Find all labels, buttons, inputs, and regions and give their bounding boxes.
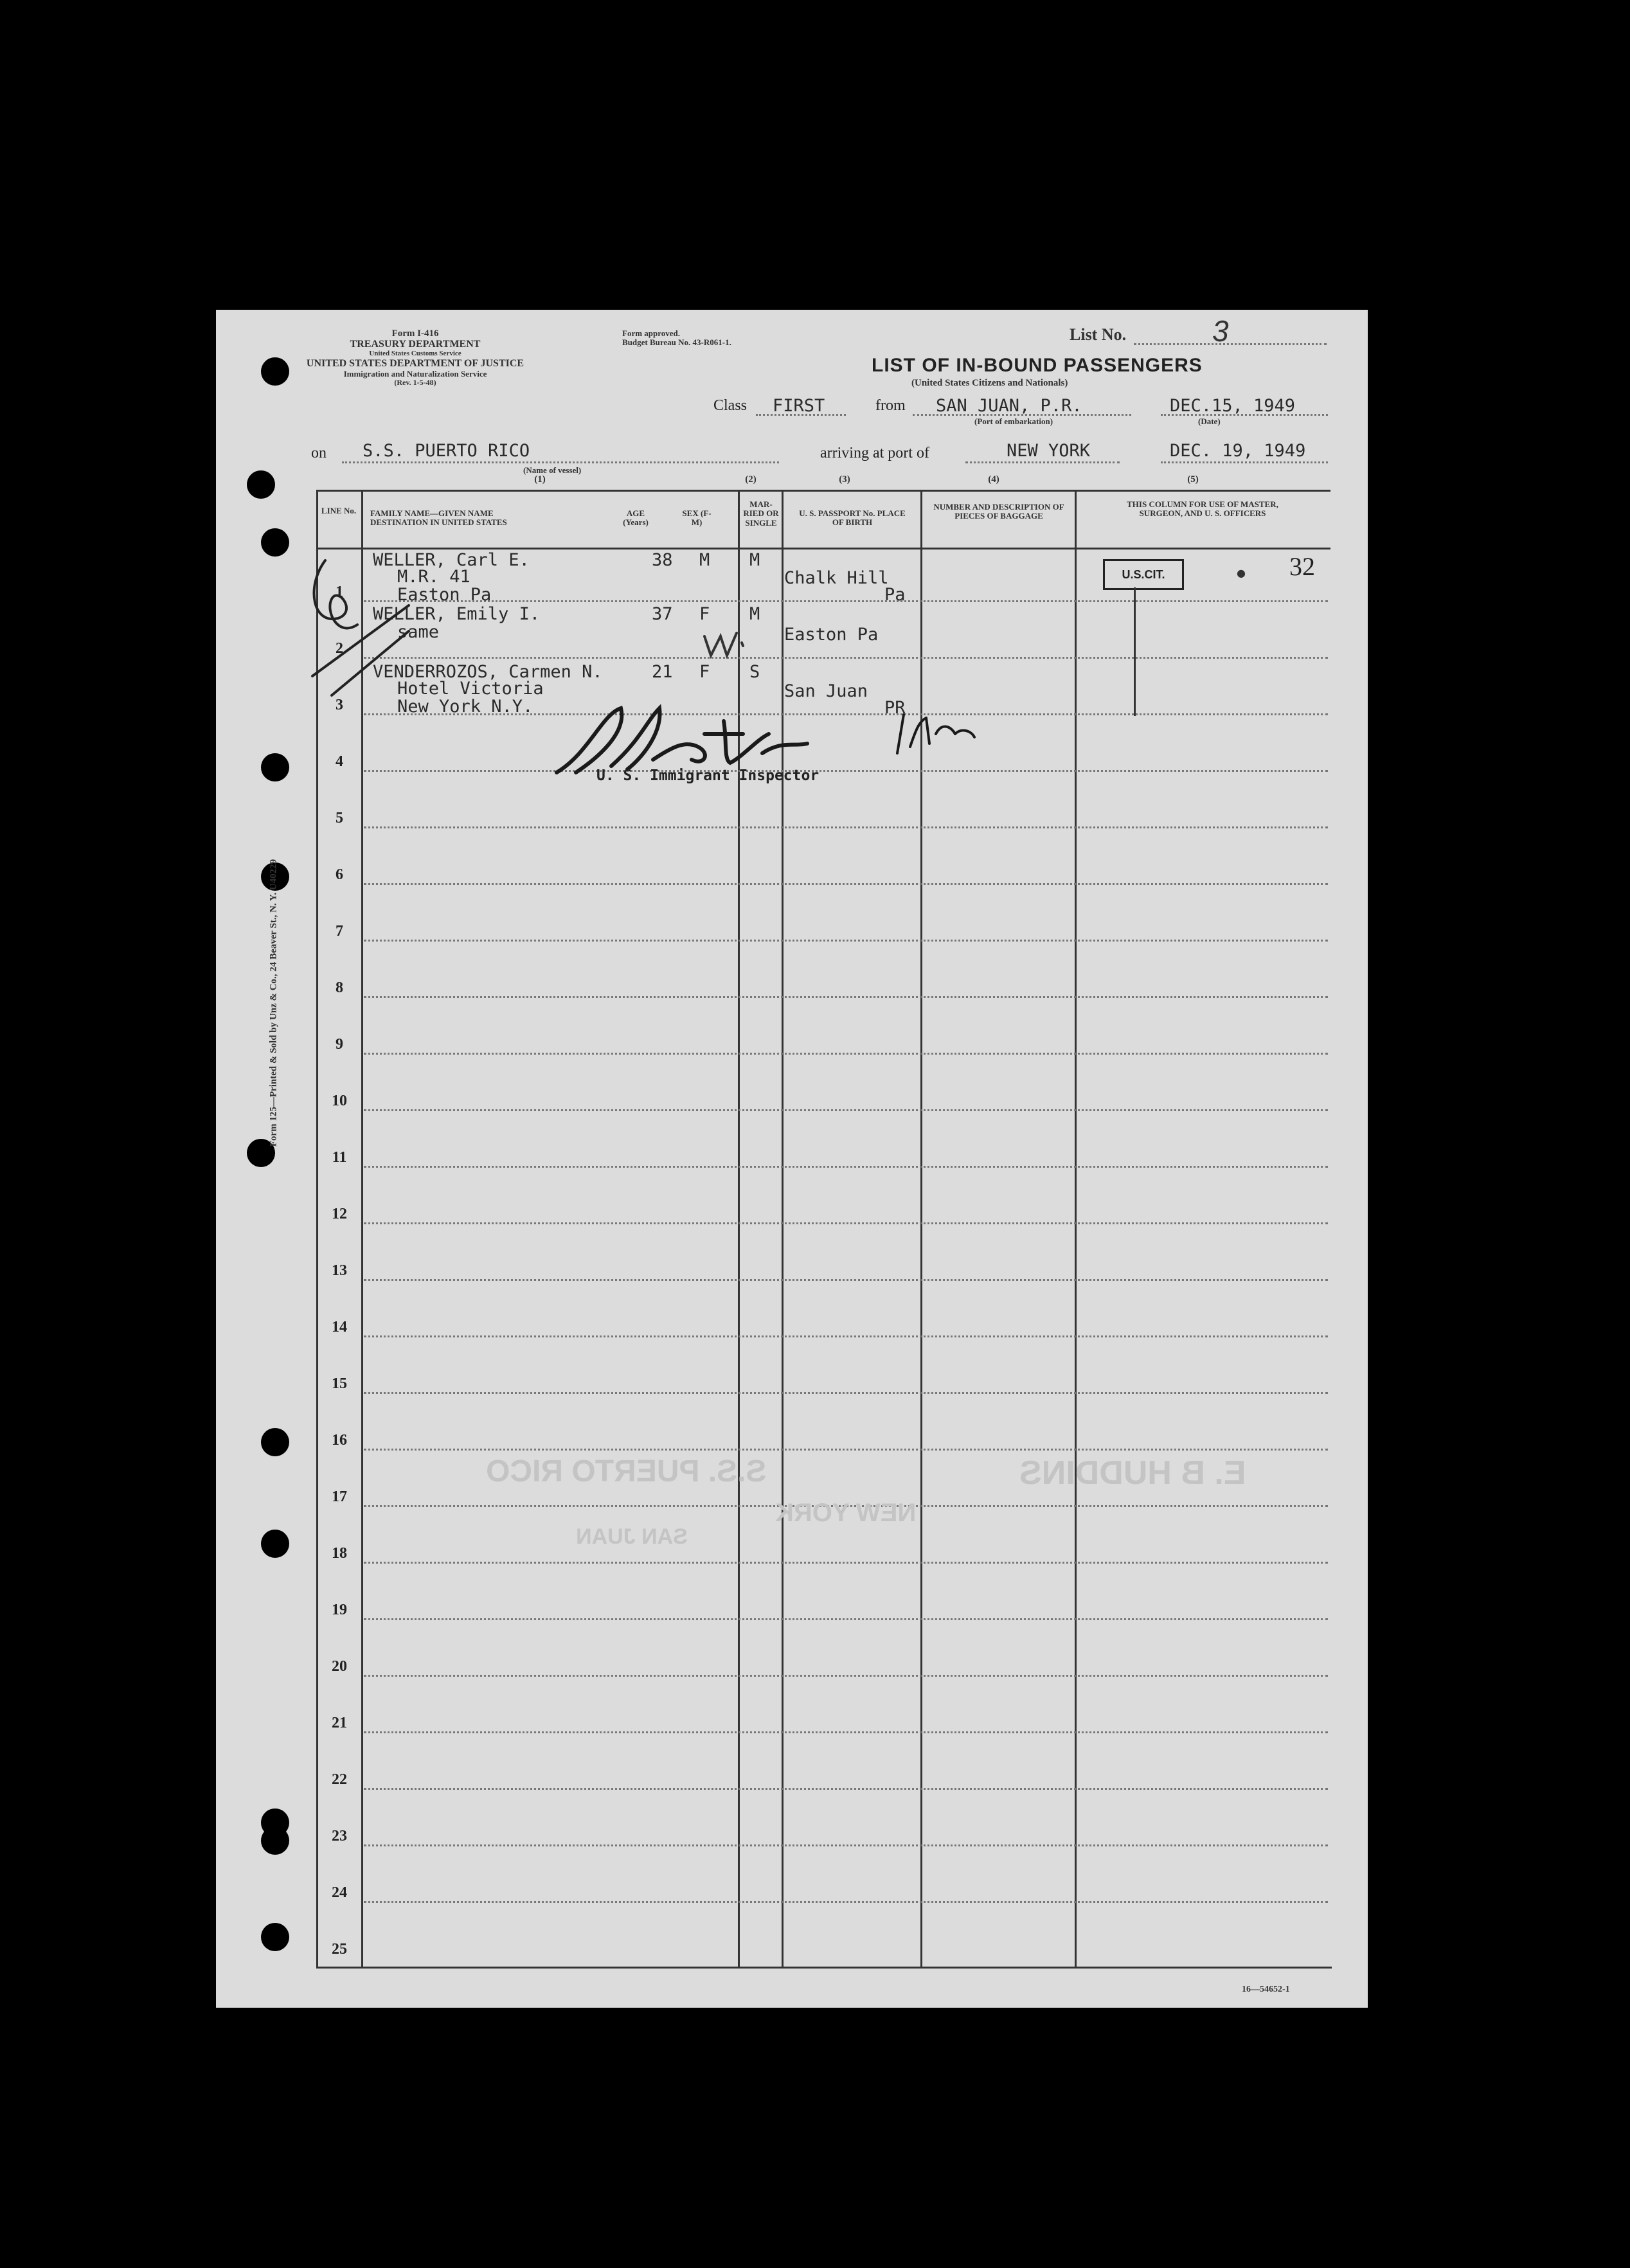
row-number: 8 bbox=[336, 979, 343, 996]
table-bottom-border bbox=[316, 1967, 1332, 1969]
passenger-2-age: 37 bbox=[652, 604, 673, 624]
row-line bbox=[364, 1844, 1328, 1846]
passenger-2-name: WELLER, Emily I. bbox=[373, 604, 541, 624]
row-number: 20 bbox=[332, 1658, 347, 1675]
justice-dept: UNITED STATES DEPARTMENT OF JUSTICE bbox=[306, 358, 524, 370]
customs-service: United States Customs Service bbox=[369, 349, 461, 357]
passenger-3-sex: F bbox=[699, 662, 710, 682]
row-number: 11 bbox=[332, 1149, 347, 1166]
passenger-1-marital: M bbox=[749, 550, 760, 570]
manifest-page bbox=[216, 310, 1368, 2008]
col-number-5: (5) bbox=[1187, 474, 1199, 485]
punch-hole bbox=[261, 357, 289, 386]
row-line bbox=[364, 1392, 1328, 1394]
row-line bbox=[364, 657, 1328, 659]
row-number: 23 bbox=[332, 1828, 347, 1844]
row-line bbox=[364, 996, 1328, 998]
passenger-2-address-1: same bbox=[397, 622, 440, 642]
bleed-stamp-port: NEW YORK bbox=[775, 1499, 917, 1527]
form-approved: Form approved. bbox=[622, 328, 681, 338]
revision: (Rev. 1-5-48) bbox=[394, 377, 436, 387]
passenger-1-age: 38 bbox=[652, 550, 673, 570]
header-bottom-border bbox=[316, 548, 1330, 549]
passenger-3-name: VENDERROZOS, Carmen N. bbox=[373, 662, 603, 682]
row-line bbox=[364, 826, 1328, 828]
row-number: 17 bbox=[332, 1488, 347, 1505]
row-line bbox=[364, 1335, 1328, 1337]
row-line bbox=[364, 1731, 1328, 1733]
row-number: 19 bbox=[332, 1602, 347, 1618]
passenger-1-address-1: M.R. 41 bbox=[397, 567, 470, 587]
row-line bbox=[364, 600, 1328, 602]
row-line bbox=[364, 1562, 1328, 1564]
arriving-value: NEW YORK bbox=[1007, 441, 1091, 461]
passenger-3-birthplace-1: San Juan bbox=[784, 681, 868, 701]
arriving-line bbox=[965, 461, 1120, 463]
from-label: from bbox=[875, 397, 906, 414]
passenger-1-birthplace-2: Pa bbox=[884, 585, 906, 605]
list-no-line bbox=[1134, 343, 1327, 345]
passenger-1-address-2: Easton Pa bbox=[397, 585, 492, 605]
punch-hole bbox=[261, 1530, 289, 1558]
col-number-3: (3) bbox=[839, 474, 850, 485]
table-top-border bbox=[316, 490, 1330, 492]
form-code: 16—54652-1 bbox=[1242, 1985, 1290, 1994]
row-number: 5 bbox=[336, 810, 343, 826]
row-line bbox=[364, 1788, 1328, 1790]
list-no-label: List No. bbox=[1070, 325, 1127, 344]
row-line bbox=[364, 883, 1328, 885]
col-number-2: (2) bbox=[745, 474, 757, 485]
col-header-line: LINE No. bbox=[321, 506, 357, 515]
vessel-line bbox=[342, 461, 779, 463]
col-header-married: MAR-RIED OR SINGLE bbox=[743, 499, 779, 528]
passenger-2-birthplace: Easton Pa bbox=[784, 625, 879, 645]
passenger-3-birthplace-2: PR bbox=[884, 698, 906, 718]
header-agency-block bbox=[300, 329, 531, 386]
row-line bbox=[364, 1675, 1328, 1677]
form-title: LIST OF IN-BOUND PASSENGERS bbox=[872, 355, 1203, 376]
row-line bbox=[364, 1901, 1328, 1903]
class-label: Class bbox=[713, 397, 748, 414]
margin-check-marks bbox=[300, 548, 415, 715]
row-number: 16 bbox=[332, 1432, 347, 1449]
punch-hole bbox=[261, 528, 289, 557]
passenger-3-address-1: Hotel Victoria bbox=[397, 679, 544, 699]
from-caption: (Port of embarkation) bbox=[974, 416, 1053, 426]
passenger-3-address-2: New York N.Y. bbox=[397, 697, 533, 717]
passenger-1-name: WELLER, Carl E. bbox=[373, 550, 530, 570]
row-number: 4 bbox=[336, 753, 343, 770]
row-number: 2 bbox=[336, 640, 343, 657]
row-number: 6 bbox=[336, 866, 343, 883]
treasury-dept: TREASURY DEPARTMENT bbox=[350, 338, 481, 350]
on-label: on bbox=[311, 445, 327, 461]
side-printer-text: Form 125—Printed & Sold by Unz & Co., 24 Beaver St., N. Y. U40229 bbox=[268, 859, 279, 1147]
bullet-mark: ● bbox=[1237, 567, 1246, 579]
row-line bbox=[364, 940, 1328, 942]
date-caption: (Date) bbox=[1198, 416, 1221, 426]
list-no-value: 3 bbox=[1212, 314, 1229, 348]
from-value: SAN JUAN, P.R. bbox=[936, 396, 1082, 416]
punch-hole bbox=[247, 470, 275, 499]
class-value: FIRST bbox=[773, 396, 825, 416]
col-header-sex: SEX (F-M) bbox=[682, 508, 712, 528]
form-number: Form I-416 bbox=[391, 328, 439, 339]
col-header-officers: THIS COLUMN FOR USE OF MASTER, SURGEON, AND U. S. OFFICERS bbox=[1127, 499, 1278, 519]
vessel-caption: (Name of vessel) bbox=[523, 465, 582, 475]
bleed-stamp-origin: SAN JUAN bbox=[576, 1524, 688, 1549]
row-number: 13 bbox=[332, 1262, 347, 1279]
row-number: 10 bbox=[332, 1093, 347, 1109]
row-line bbox=[364, 1053, 1328, 1055]
inspector-initials bbox=[891, 708, 981, 760]
bleed-stamp-name: E. B HUDDINS bbox=[1019, 1454, 1246, 1492]
col-number-4: (4) bbox=[988, 474, 999, 485]
row-line bbox=[364, 1279, 1328, 1281]
row-number: 9 bbox=[336, 1036, 343, 1053]
row-number: 12 bbox=[332, 1206, 347, 1222]
us-citizen-stamp: U.S.CIT. bbox=[1103, 559, 1184, 590]
punch-hole bbox=[261, 753, 289, 781]
row-line bbox=[364, 770, 1328, 772]
approval-block bbox=[622, 329, 731, 346]
row-line bbox=[364, 1109, 1328, 1111]
row-number: 14 bbox=[332, 1319, 347, 1335]
date2-line bbox=[1161, 461, 1328, 463]
col-header-passport: U. S. PASSPORT No. PLACE OF BIRTH bbox=[799, 508, 906, 528]
punch-hole bbox=[261, 1826, 289, 1855]
row-line bbox=[364, 1222, 1328, 1224]
passenger-1-sex: M bbox=[699, 550, 710, 570]
punch-hole bbox=[261, 1428, 289, 1456]
row-number: 7 bbox=[336, 923, 343, 940]
baggage-col-border bbox=[1075, 490, 1077, 1968]
row-number: 24 bbox=[332, 1884, 347, 1901]
passenger-2-sex: F bbox=[699, 604, 710, 624]
col-header-age: AGE (Years) bbox=[623, 508, 649, 528]
row-number: 21 bbox=[332, 1715, 347, 1731]
row-line bbox=[364, 1449, 1328, 1451]
row-number: 1 bbox=[336, 584, 343, 600]
col-header-name: FAMILY NAME—GIVEN NAME DESTINATION IN UNITED STATES bbox=[370, 508, 507, 528]
row-number: 3 bbox=[336, 697, 343, 713]
budget-bureau: Budget Bureau No. 43-R061-1. bbox=[622, 337, 731, 347]
date2-value: DEC. 19, 1949 bbox=[1170, 441, 1306, 461]
arriving-label: arriving at port of bbox=[820, 445, 929, 461]
vessel-value: S.S. PUERTO RICO bbox=[363, 441, 530, 461]
bleed-stamp-vessel: S.S. PUERTO RICO bbox=[486, 1454, 767, 1488]
row-number: 15 bbox=[332, 1375, 347, 1392]
passenger-count: 32 bbox=[1289, 552, 1315, 581]
ins-service: Immigration and Naturalization Service bbox=[343, 368, 487, 379]
row-number: 25 bbox=[332, 1941, 347, 1958]
date1-value: DEC.15, 1949 bbox=[1170, 396, 1296, 416]
inspector-caption: U. S. Immigrant Inspector bbox=[596, 767, 819, 784]
passenger-1-birthplace-1: Chalk Hill bbox=[784, 568, 889, 588]
row-number: 22 bbox=[332, 1771, 347, 1788]
officer-bracket-line bbox=[1134, 587, 1136, 716]
handwritten-mark bbox=[698, 623, 749, 662]
punch-hole bbox=[261, 1923, 289, 1951]
row-line bbox=[364, 1618, 1328, 1620]
row-number: 18 bbox=[332, 1545, 347, 1562]
col-number-1: (1) bbox=[534, 474, 546, 485]
form-subtitle: (United States Citizens and Nationals) bbox=[911, 378, 1068, 388]
passenger-3-age: 21 bbox=[652, 662, 673, 682]
passenger-3-marital: S bbox=[749, 662, 760, 682]
col-header-baggage: NUMBER AND DESCRIPTION OF PIECES OF BAGGAGE bbox=[933, 502, 1064, 521]
row-line bbox=[364, 1166, 1328, 1168]
passenger-2-marital: M bbox=[749, 604, 760, 624]
